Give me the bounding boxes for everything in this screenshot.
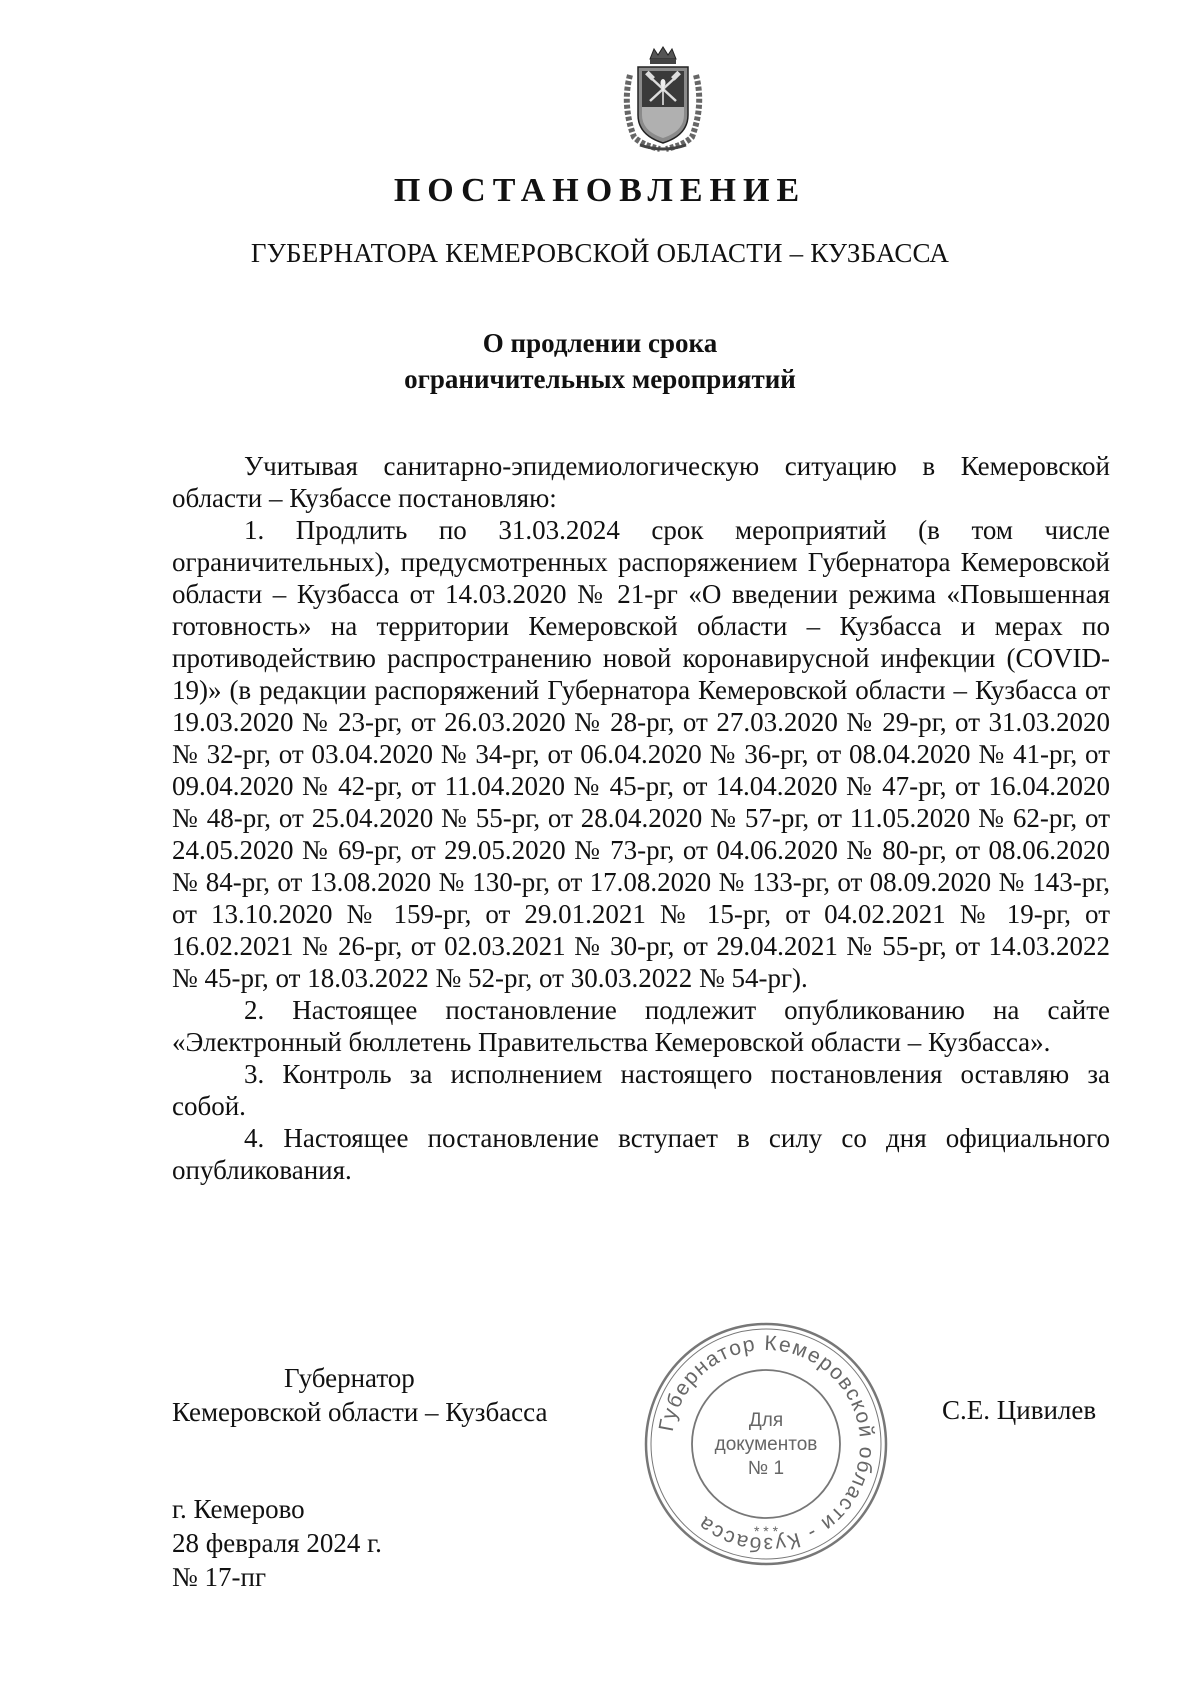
signatory-title bbox=[172, 1361, 547, 1429]
body-paragraph-4: 4. Настоящее постановление вступает в силу со дня официального опубликования. bbox=[172, 1123, 1110, 1185]
document-type-title: ПОСТАНОВЛЕНИЕ bbox=[393, 172, 807, 209]
signatory-title-line-2: Кемеровской области – Кузбасса bbox=[172, 1397, 548, 1427]
stamp-center-line-1: Для bbox=[748, 1410, 784, 1431]
document-number: № 17-пг bbox=[172, 1562, 267, 1592]
document-body bbox=[172, 450, 1110, 1186]
issuer-title: ГУБЕРНАТОРА КЕМЕРОВСКОЙ ОБЛАСТИ – КУЗБАССА bbox=[250, 238, 950, 268]
subject-line-2: ограничительных мероприятий bbox=[404, 364, 796, 394]
body-paragraph-2: 2. Настоящее постановление подлежит опубликованию на сайте «Электронный бюллетень Правительства Кемеровской области – Кузбасса». bbox=[172, 995, 1110, 1057]
subject-line-1: О продлении срока bbox=[482, 328, 718, 358]
stamp-center-line-3: № 1 bbox=[747, 1458, 785, 1479]
document-date: 28 февраля 2024 г. bbox=[172, 1528, 382, 1558]
body-paragraph-3: 3. Контроль за исполнением настоящего постановления оставляю за собой. bbox=[172, 1059, 1110, 1121]
stamp-ring-text: Губернатор Кемеровской области - Кузбасса bbox=[654, 1331, 879, 1557]
body-paragraph-preamble: Учитывая санитарно-эпидемиологическую ситуацию в Кемеровской области – Кузбассе постановляю: bbox=[172, 451, 1110, 513]
signatory-title-line-1: Губернатор bbox=[284, 1363, 415, 1393]
body-paragraph-1: 1. Продлить по 31.03.2024 срок мероприятий (в том числе ограничительных), предусмотренных распоряжением Губернатора Кемеровской области – Кузбасса от 14.03.2020 № 21-рг «О введении режима «Повышенная готовность» на территории Кемеровской области – Кузбасса и мерах по противодействию распространению новой коронавирусной инфекции (COVID-19)» (в редакции распоряжений Губернатора Кемеровской области – Кузбасса от 19.03.2020 № 23-рг, от 26.03.2020 № 28-рг, от 27.03.2020 № 29-рг, от 31.03.2020 № 32-рг, от 03.04.2020 № 34-рг, от 06.04.2020 № 36-рг, от 08.04.2020 № 41-рг, от 09.04.2020 № 42-рг, от 11.04.2020 № 45-рг, от 14.04.2020 № 47-рг, от 16.04.2020 № 48-рг, от 25.04.2020 № 55-рг, от 28.04.2020 № 57-рг, от 11.05.2020 № 62-рг, от 24.05.2020 № 69-рг, от 29.05.2020 № 73-рг, от 04.06.2020 № 80-рг, от 08.06.2020 № 84-рг, от 13.08.2020 № 130-рг, от 17.08.2020 № 133-рг, от 08.09.2020 № 143-рг, от 13.10.2020 № 159-рг, от 29.01.2021 № 15-рг, от 04.02.2021 № 19-рг, от 16.02.2021 № 26-рг, от 02.03.2021 № 30-рг, от 29.04.2021 № 55-рг, от 14.03.2022 № 45-рг, от 18.03.2022 № 52-рг, от 30.03.2022 № 54-рг). bbox=[172, 515, 1110, 993]
document-subject bbox=[0, 325, 1200, 397]
document-city: г. Кемерово bbox=[172, 1494, 305, 1524]
stamp-bottom-mark: * * * bbox=[753, 1523, 779, 1539]
signatory-name: С.Е. Цивилев bbox=[942, 1395, 1097, 1425]
kemerovo-coat-of-arms-icon bbox=[620, 45, 706, 153]
official-round-stamp-icon bbox=[640, 1318, 892, 1570]
stamp-center-line-2: документов bbox=[714, 1434, 818, 1455]
place-and-date bbox=[172, 1492, 382, 1594]
